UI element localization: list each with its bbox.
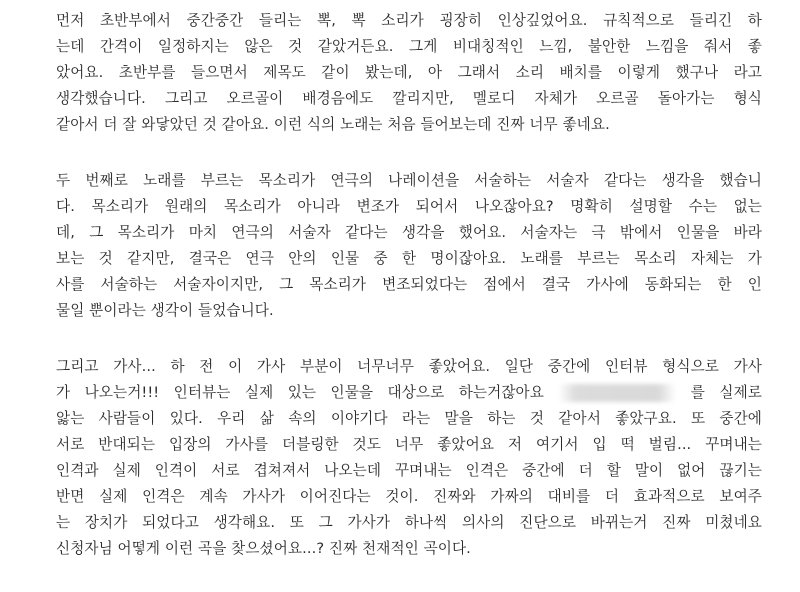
text-line: 물일 뿐이라는 생각이 들었습니다. [56,302,274,319]
paragraph-3 [56,354,762,562]
text-line: 는데 간격이 일정하지는 않은 것 같았거든요. 그게 비대칭적인 느낌, 불안한 느낌을 줘서 좋 [56,38,762,55]
text-line: 같아서 더 잘 와닿았던 것 같아요. 이런 식의 노래는 처음 들어보는데 진짜 너무 좋네요. [56,116,610,133]
redacted-blur [558,384,676,402]
text-line: 사를 서술하는 서술자이지만, 그 목소리가 변조되었다는 점에서 결국 가사에 동화되는 한 인 [56,276,762,293]
text-line: 반면 실제 인격은 계속 가사가 이어진다는 것이. 진짜와 가짜의 대비를 더 효과적으로 보여주 [56,488,762,505]
text-line: 는 장치가 되었다고 생각해요. 또 그 가사가 하나씩 의사의 진단으로 바뀌는거 진짜 미쳤네요 [56,514,762,531]
text-line: 그리고 가사... 하 전 이 가사 부분이 너무너무 좋았어요. 일단 중간에 인터뷰 형식으로 가사 [56,358,762,375]
document-body [56,8,762,592]
text-line: 보는 것 같지만, 결국은 연극 안의 인물 중 한 명이잖아요. 노래를 부르는 목소리 자체는 가 [56,250,762,267]
text-line: 생각했습니다. 그리고 오르골이 배경음에도 깔리지만, 멜로디 자체가 오르골 돌아가는 형식 [56,90,762,107]
text-line: 두 번째로 노래를 부르는 목소리가 연극의 나레이션을 서술하는 서술자 같다는 생각을 했습니 [56,172,762,189]
text-line: 다. 목소리가 원래의 목소리가 아니라 변조가 되어서 나오잖아요? 명확히 설명할 수는 없는 [56,198,762,215]
text-line: 앓는 사람들이 있다. 우리 삶 속의 이야기다 라는 말을 하는 것 같아서 좋았구요. 또 중간에 [56,410,762,427]
text-line: 먼저 초반부에서 중간중간 들리는 뽁, 뽁 소리가 굉장히 인상깊었어요. 규칙적으로 들리긴 하 [56,12,762,29]
paragraph-2 [56,168,762,324]
text-segment: 가 나오는거!!! 인터뷰는 실제 있는 인물을 대상으로 하는거잖아요 [56,384,544,401]
paragraph-1 [56,8,762,138]
text-line: 서로 반대되는 입장의 가사를 더블링한 것도 너무 좋았어요 저 여기서 입 떡 벌림... 꾸며내는 [56,436,762,453]
text-line: 신청자님 어떻게 이런 곡을 찾으셨어요...? 진짜 천재적인 곡이다. [56,540,471,557]
text-line: 았어요. 초반부를 들으면서 제목도 같이 봤는데, 아 그래서 소리 배치를 이렇게 했구나 라고 [56,64,762,81]
text-segment: 를 실제로 [690,384,762,401]
text-line-with-redaction [56,380,762,406]
text-line: 데, 그 목소리가 마치 연극의 서술자 같다는 생각을 했어요. 서술자는 극 밖에서 인물을 바라 [56,224,762,241]
text-line: 인격과 실제 인격이 서로 겹쳐져서 나오는데 꾸며내는 인격은 중간에 더 할 말이 없어 끊기는 [56,462,762,479]
